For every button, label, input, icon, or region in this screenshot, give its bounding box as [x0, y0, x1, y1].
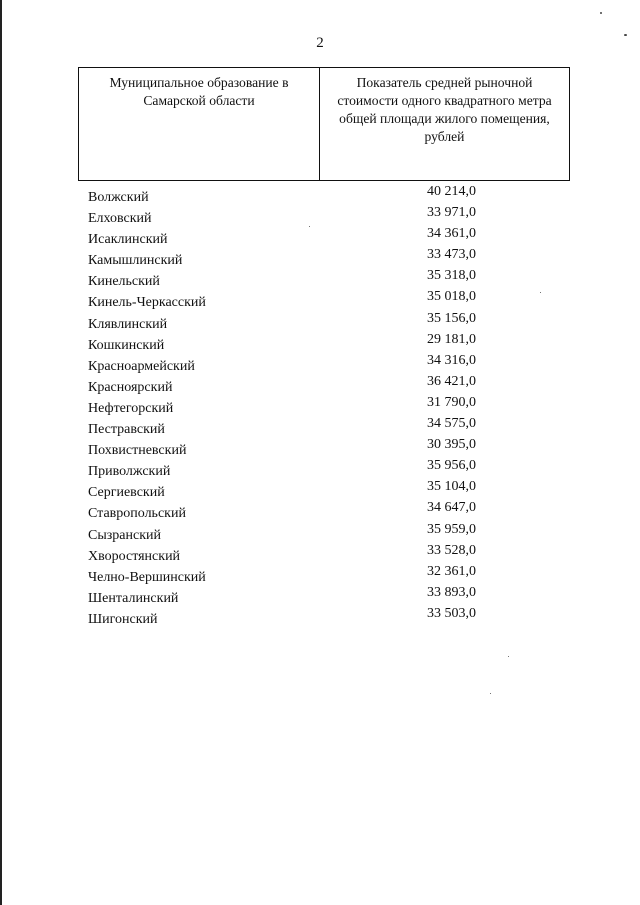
row-value: 34 575,0: [427, 416, 476, 432]
row-value: 34 647,0: [427, 500, 476, 516]
row-name: Приволжский: [88, 464, 171, 480]
scan-speck: [540, 292, 541, 293]
row-name: Кошкинский: [88, 337, 165, 353]
table-header: [78, 67, 570, 181]
row-value: 35 156,0: [427, 310, 476, 326]
row-name: Камышлинский: [88, 253, 183, 269]
row-name: Кинель-Черкасский: [88, 295, 206, 311]
scan-edge-line: [0, 0, 2, 905]
row-name: Пестравский: [88, 422, 165, 438]
row-name: Шигонский: [88, 611, 158, 627]
row-name: Красноярский: [88, 379, 173, 395]
row-value: 35 956,0: [427, 458, 476, 474]
row-value: 33 473,0: [427, 247, 476, 263]
row-name: Сызранский: [88, 527, 161, 543]
row-value: 30 395,0: [427, 437, 476, 453]
row-value: 31 790,0: [427, 394, 476, 410]
scan-speck: [309, 226, 310, 227]
row-value: 35 318,0: [427, 268, 476, 284]
scan-speck: [508, 656, 509, 657]
row-value: 36 421,0: [427, 373, 476, 389]
row-value: 35 104,0: [427, 479, 476, 495]
row-name: Елховский: [88, 211, 152, 227]
row-name: Красноармейский: [88, 358, 195, 374]
header-municipality: Муниципальное образование в Самарской области: [79, 68, 320, 180]
row-name: Клявлинский: [88, 316, 168, 332]
row-name: Хворостянский: [88, 548, 181, 564]
row-value: 40 214,0: [427, 184, 476, 199]
page-number: 2: [316, 35, 324, 51]
row-value: 34 361,0: [427, 226, 476, 242]
row-name: Шенталинский: [88, 590, 179, 606]
row-value: 33 503,0: [427, 605, 476, 621]
row-name: Сергиевский: [88, 485, 165, 501]
scan-speck: [600, 12, 602, 14]
row-name: Волжский: [88, 190, 149, 205]
row-name: Челно-Вершинский: [88, 569, 206, 585]
row-name: Похвистневский: [88, 443, 187, 459]
row-value: 29 181,0: [427, 331, 476, 347]
header-price: Показатель средней рыночной стоимости одного квадратного метра общей площади жилого помещения, рублей: [337, 75, 552, 144]
row-value: 33 971,0: [427, 205, 476, 221]
row-value: 35 959,0: [427, 521, 476, 537]
scan-speck: [490, 693, 491, 694]
row-value: 35 018,0: [427, 289, 476, 305]
scan-speck: [624, 34, 627, 36]
row-name: Кинельский: [88, 274, 160, 290]
row-value: 33 528,0: [427, 542, 476, 558]
table-body: [88, 184, 488, 627]
row-name: Исаклинский: [88, 232, 168, 248]
row-value: 33 893,0: [427, 584, 476, 600]
row-value: 34 316,0: [427, 352, 476, 368]
table-row: [88, 606, 488, 627]
row-name: Нефтегорский: [88, 400, 174, 416]
row-value: 32 361,0: [427, 563, 476, 579]
row-name: Ставропольский: [88, 506, 186, 522]
